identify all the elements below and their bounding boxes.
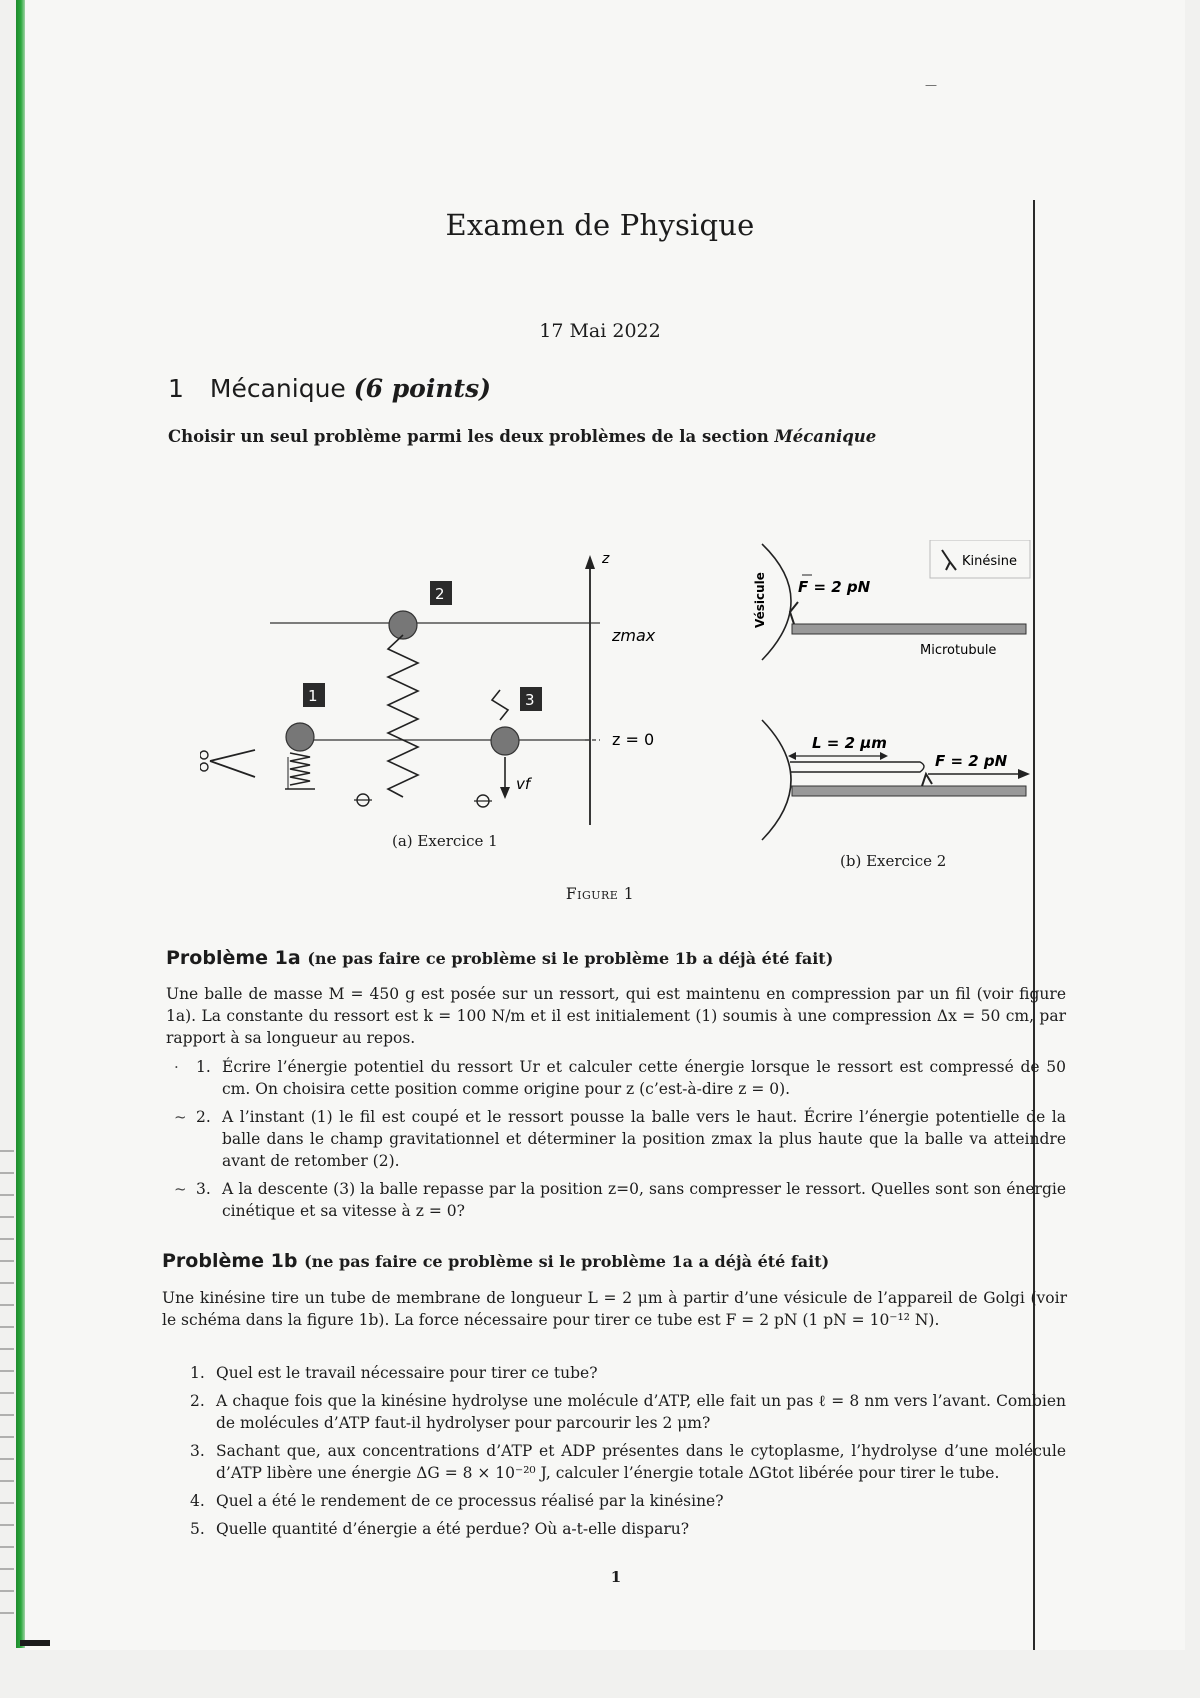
page-number: 1 [610, 1568, 622, 1586]
problem-1b-title [162, 1250, 829, 1272]
problem-1a-question [174, 1056, 1066, 1100]
problem-1b-questions [190, 1362, 1066, 1546]
section-heading [168, 374, 491, 403]
figure-label: Figure 1 [565, 885, 635, 903]
ball-2 [389, 611, 417, 639]
kinesin-bottom-icon [922, 774, 932, 786]
page-title: Examen de Physique [445, 208, 755, 242]
z-axis-arrow [585, 555, 595, 569]
problem-1b-note: (ne pas faire ce problème si le problème 1a a déjà été fait) [304, 1252, 830, 1271]
question-text: Écrire l’énergie potentiel du ressort Ur et calculer cette énergie lorsque le ressort est compressé de 50 cm. On choisira cette position comme origine pour z (c’est-à-dire z = 0). [222, 1058, 1066, 1098]
microtubule-top [792, 624, 1026, 634]
force-top-label: F = 2 pN [798, 578, 871, 596]
problem-1a-note: (ne pas faire ce problème si le problème 1b a déjà été fait) [307, 949, 834, 968]
velocity-label: vf [516, 775, 531, 793]
scan-green-edge [16, 0, 25, 1648]
section-name: Mécanique [209, 374, 346, 403]
question-text: A chaque fois que la kinésine hydrolyse une molécule d’ATP, elle fait un pas ℓ = 8 nm vers l’avant. Combien de molécules d’ATP faut-il hydrolyser pour parcourir les 2 μm? [216, 1392, 1066, 1432]
problem-1b-title-text: Problème 1b [162, 1250, 298, 1272]
question-number: 2. [190, 1392, 205, 1410]
question-number: 1. [190, 1364, 205, 1382]
instruction-italic: Mécanique [774, 427, 877, 446]
problem-1b-question [190, 1490, 1066, 1512]
section-instruction [168, 427, 876, 446]
membrane-tube [790, 762, 924, 772]
spring-base-icon [354, 794, 372, 806]
problem-1b-question [190, 1362, 1066, 1384]
microtubule-bottom [792, 786, 1026, 796]
microtubule-label: Microtubule [920, 643, 997, 658]
box-3-label: 3 [525, 691, 535, 709]
kinesin-icon [942, 550, 956, 570]
vesicle-label: Vésicule [753, 572, 767, 628]
question-number: 1. [196, 1058, 211, 1076]
problem-1a-questions [174, 1056, 1066, 1228]
problem-1b-question [190, 1440, 1066, 1484]
exam-date: 17 Mai 2022 [539, 320, 661, 342]
figure-1b-diagram [750, 540, 1040, 870]
zmax-label: zmax [612, 626, 656, 645]
question-number: 4. [190, 1492, 205, 1510]
scan-perforation [0, 1150, 14, 1630]
box-1-label: 1 [308, 687, 318, 705]
problem-1a-question [174, 1178, 1066, 1222]
question-text: Quelle quantité d’énergie a été perdue? Où a-t-elle disparu? [216, 1520, 690, 1538]
spring-compressed [290, 753, 310, 785]
question-text: A l’instant (1) le fil est coupé et le ressort pousse la balle vers le haut. Écrire l’énergie potentielle de la balle dans le champ gravitationnel et déterminer la position zmax la plus haute que la balle va atteindre avant de retomber (2). [222, 1108, 1066, 1170]
question-number: 2. [196, 1108, 211, 1126]
question-text: Quel est le travail nécessaire pour tirer ce tube? [216, 1364, 598, 1382]
handwritten-mark: ~ [174, 1108, 187, 1126]
spring-base-icon-3 [474, 795, 492, 807]
spring-short [492, 690, 508, 720]
zero-label: z = 0 [612, 730, 655, 749]
question-text: Quel a été le rendement de ce processus réalisé par la kinésine? [216, 1492, 724, 1510]
box-2-label: 2 [435, 585, 445, 603]
figure-1b-caption: (b) Exercice 2 [840, 852, 947, 870]
scan-speck: — [925, 78, 937, 92]
problem-1a-question [174, 1106, 1066, 1172]
z-axis-label: z [602, 551, 610, 567]
problem-1a-title-text: Problème 1a [166, 947, 301, 969]
legend-label: Kinésine [962, 554, 1017, 569]
section-points: (6 points) [353, 374, 491, 403]
figure-1a-caption: (a) Exercice 1 [392, 832, 498, 850]
section-number: 1 [168, 374, 184, 403]
scissors-icon [200, 750, 255, 777]
question-number: 3. [190, 1442, 205, 1460]
force-bottom-label: F = 2 pN [935, 752, 1008, 770]
problem-1a-title [166, 947, 833, 969]
spring-relaxed [388, 635, 418, 797]
handwritten-mark: · [174, 1058, 179, 1076]
question-number: 3. [196, 1180, 211, 1198]
scan-corner [20, 1640, 50, 1646]
instruction-text: Choisir un seul problème parmi les deux problèmes de la section [168, 427, 769, 446]
problem-1b-intro: Une kinésine tire un tube de membrane de longueur L = 2 μm à partir d’une vésicule de l’appareil de Golgi (voir le schéma dans la figure 1b). La force nécessaire pour tirer ce tube est F = 2 pN (1 pN = 10⁻¹² N). [162, 1289, 1067, 1329]
problem-1a-intro: Une balle de masse M = 450 g est posée sur un ressort, qui est maintenu en compression par un fil (voir figure 1a). La constante du ressort est k = 100 N/m et il est initialement (1) soumis à une compression Δx = 50 cm, par rapport à sa longueur au repos. [166, 985, 1066, 1047]
question-text: A la descente (3) la balle repasse par la position z=0, sans compresser le ressort. Quelles sont son énergie cinétique et sa vitesse à z = 0? [222, 1180, 1066, 1220]
vesicle-bottom [762, 720, 791, 840]
figure-1a-diagram [200, 545, 670, 845]
question-number: 5. [190, 1520, 205, 1538]
ball-1 [286, 723, 314, 751]
problem-1b-question [190, 1518, 1066, 1540]
ball-3 [491, 727, 519, 755]
length-label: L = 2 μm [812, 734, 887, 752]
handwritten-mark: ~ [174, 1180, 187, 1198]
problem-1b-question [190, 1390, 1066, 1434]
question-text: Sachant que, aux concentrations d’ATP et ADP présentes dans le cytoplasme, l’hydrolyse d’une molécule d’ATP libère une énergie ΔG = 8 × 10⁻²⁰ J, calculer l’énergie totale ΔGtot libérée pour tirer le tube. [216, 1442, 1066, 1482]
